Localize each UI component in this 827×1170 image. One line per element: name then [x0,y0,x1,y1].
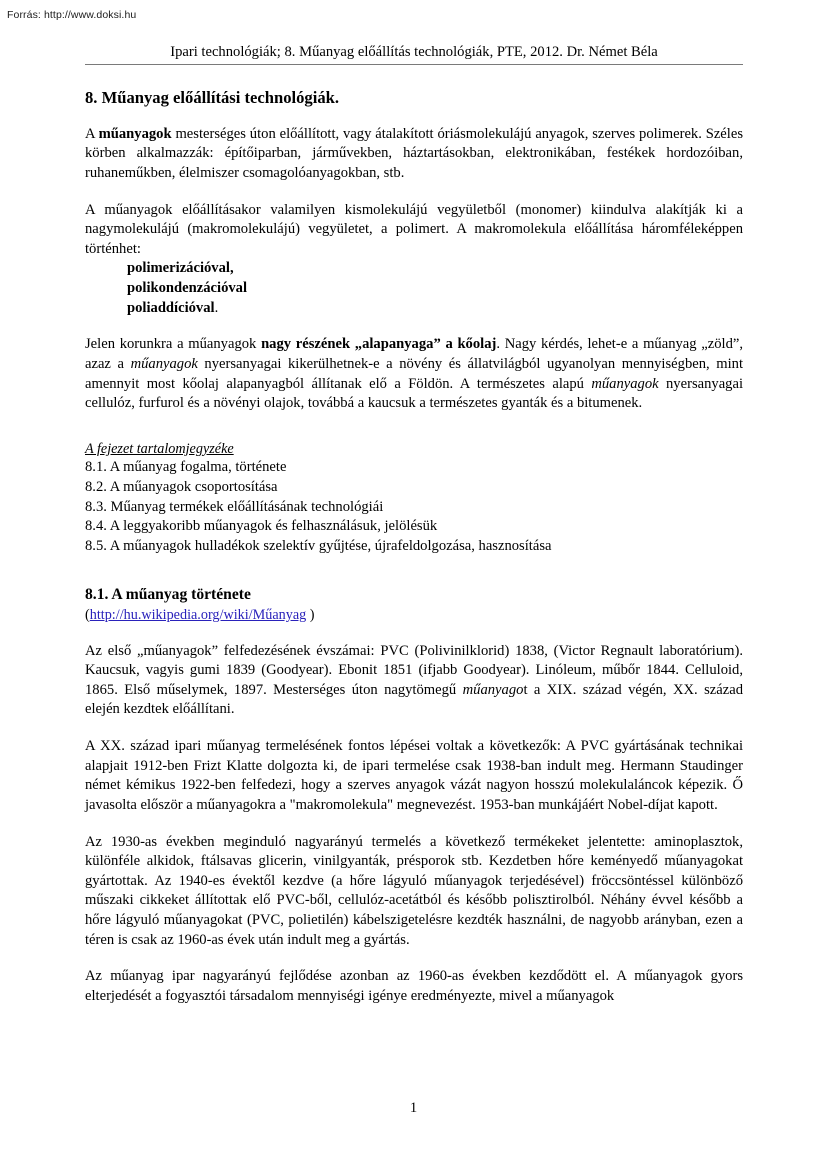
table-of-contents [85,440,743,557]
paragraph-raw-material [85,335,743,414]
paragraph-20th-century: A XX. század ipari műanyag termelésének fontos lépései voltak a következők: A PVC gyártásának technikai alapjait 1912-ben Frizt Klatte dolgozta ki, de ipari termelése csak 1938-ban indult meg. Hermann Staudinger német kémikus 1922-ben felfedezi, hogy a szerves anyagok vázát nagyon hosszú molekulaláncok képezik. Ő javasolta először a műanyagokra a "makromolekula" megnevezést. 1953-ban munkájáért Nobel-díjat kapott. [85,738,743,813]
paragraph-intro-part1: A [85,125,99,142]
paragraph-intro [85,125,743,184]
paragraph-first-plastics [85,642,743,721]
method-label: polikondenzációval [127,280,248,297]
page-title: 8. Műanyag előállítási technológiák. [85,87,339,107]
toc-heading: A fejezet tartalomjegyzéke [85,440,234,457]
paragraph-intro-part2: mesterséges úton előállított, vagy átalakított óriásmolekulájú anyagok, szerves polimerek. Széles körben alkalmazzák: építőiparban, járművekben, háztartásokban, elektronikában, festékek hordozóiban, ruhaneműkben, élelmiszer csomagolóanyagokban, stb. [85,125,743,181]
page-number: 1 [409,1100,418,1116]
raw-part3: nyersanyagai kikerülhetnek-e a növény és állatvilágból ugyanolyan mennyiségben, mint amennyit most kőolaj alapanyagból állítanak elő a Földön. A természetes alapú [85,355,744,392]
first-plastics-italic: műanyago [462,681,524,698]
paragraph-1930s: Az 1930-as években meginduló nagyarányú termelés a következő termékeket jelentette: aminoplasztok, különféle alkidok, ftálsavas glicerin, vinilgyanták, présporok stb. Kezdetben hőre keményedő műanyagokat gyártottak. Az 1940-es évektől kezdve (a hőre lágyuló műanyagok terjedésével) fröccsöntéssel különböző műszaki cikkeket állítottak elő PVC-ből, cellulóz-acetátból és később polisztirolból. Néhány évvel később a hőre lágyuló műanyagokat (PVC, polietilén) kábelszigetelésre kezdték használni, de nagyobb arányban, ezen a téren is csak az 1960-as évek után indult meg a gyártás. [85,833,743,948]
running-header: Ipari technológiák; 8. Műanyag előállítás technológiák, PTE, 2012. Dr. Német Béla [170,44,658,60]
wikipedia-link[interactable]: http://hu.wikipedia.org/wiki/Műanyag [89,607,307,624]
toc-item-8-4[interactable]: 8.4. A leggyakoribb műanyagok és felhasználásuk, jelölésük [85,518,438,535]
raw-italic-1: műanyagok [130,355,198,372]
section-title-8-1: 8.1. A műanyag története [85,586,251,604]
toc-item-8-2[interactable]: 8.2. A műanyagok csoportosítása [85,478,278,495]
first-plastics-part2: t a XIX. század végén, XX. század elején kezdtek előállítani. [85,681,743,718]
raw-part2: . Nagy kérdés, lehet-e a műanyag „zöld”, azaz a [85,336,744,372]
list-item [85,299,743,319]
term-muanyagok: műanyagok [98,125,172,142]
paren-close: ) [306,607,315,624]
header-divider [85,64,743,65]
list-item [85,279,743,299]
method-label: polimerizációval, [127,260,234,277]
first-plastics-part1: Az első „műanyagok” felfedezésének évszámai: PVC (Polivinilklorid) 1838, (Victor Regnault laboratórium). Kaucsuk, vagyis gumi 1839 (Goodyear). Ebonit 1851 (ifjabb Goodyear). Linóleum, műbőr 1844. Celluloid, 1865. Első műselymek, 1897. Mesterséges úton nagytömegű [85,642,743,698]
toc-item-8-3[interactable]: 8.3. Műanyag termékek előállításának technológiái [85,498,384,515]
raw-part4: nyersanyagai cellulóz, furfurol és a növényi olajok, továbbá a kaucsuk a természetes gyanták és a bitumenek. [85,375,743,412]
raw-part1: Jelen korunkra a műanyagok [85,336,262,353]
raw-emphasis: nagy részének „alapanyaga” a kőolaj [261,336,497,353]
section-source-line [85,606,743,624]
raw-italic-2: műanyagok [591,375,659,392]
paragraph-1960s: Az műanyag ipar nagyarányú fejlődése azonban az 1960-as években kezdődött el. A műanyagok gyors elterjedését a fogyasztói társadalom mennyiségi igénye eredményezte, mivel a műanyagok [85,968,743,1004]
method-trail: . [214,299,219,316]
method-list [85,259,743,318]
source-stamp: Forrás: http://www.doksi.hu [7,9,137,21]
list-item [85,259,743,279]
paren-open: ( [85,607,90,624]
paragraph-production: A műanyagok előállításakor valamilyen kismolekulájú vegyületből (monomer) kiindulva alakítják ki a nagymolekulájú (makromolekulájú) vegyületet, a polimert. A makromolekula előállítása háromféleképpen történhet: [85,201,743,257]
toc-item-8-5[interactable]: 8.5. A műanyagok hulladékok szelektív gyűjtése, újrafeldolgozása, hasznosítása [85,537,552,554]
page-content [85,44,743,1007]
toc-item-8-1[interactable]: 8.1. A műanyag fogalma, története [85,459,287,476]
method-label: poliaddícióval [127,299,215,316]
